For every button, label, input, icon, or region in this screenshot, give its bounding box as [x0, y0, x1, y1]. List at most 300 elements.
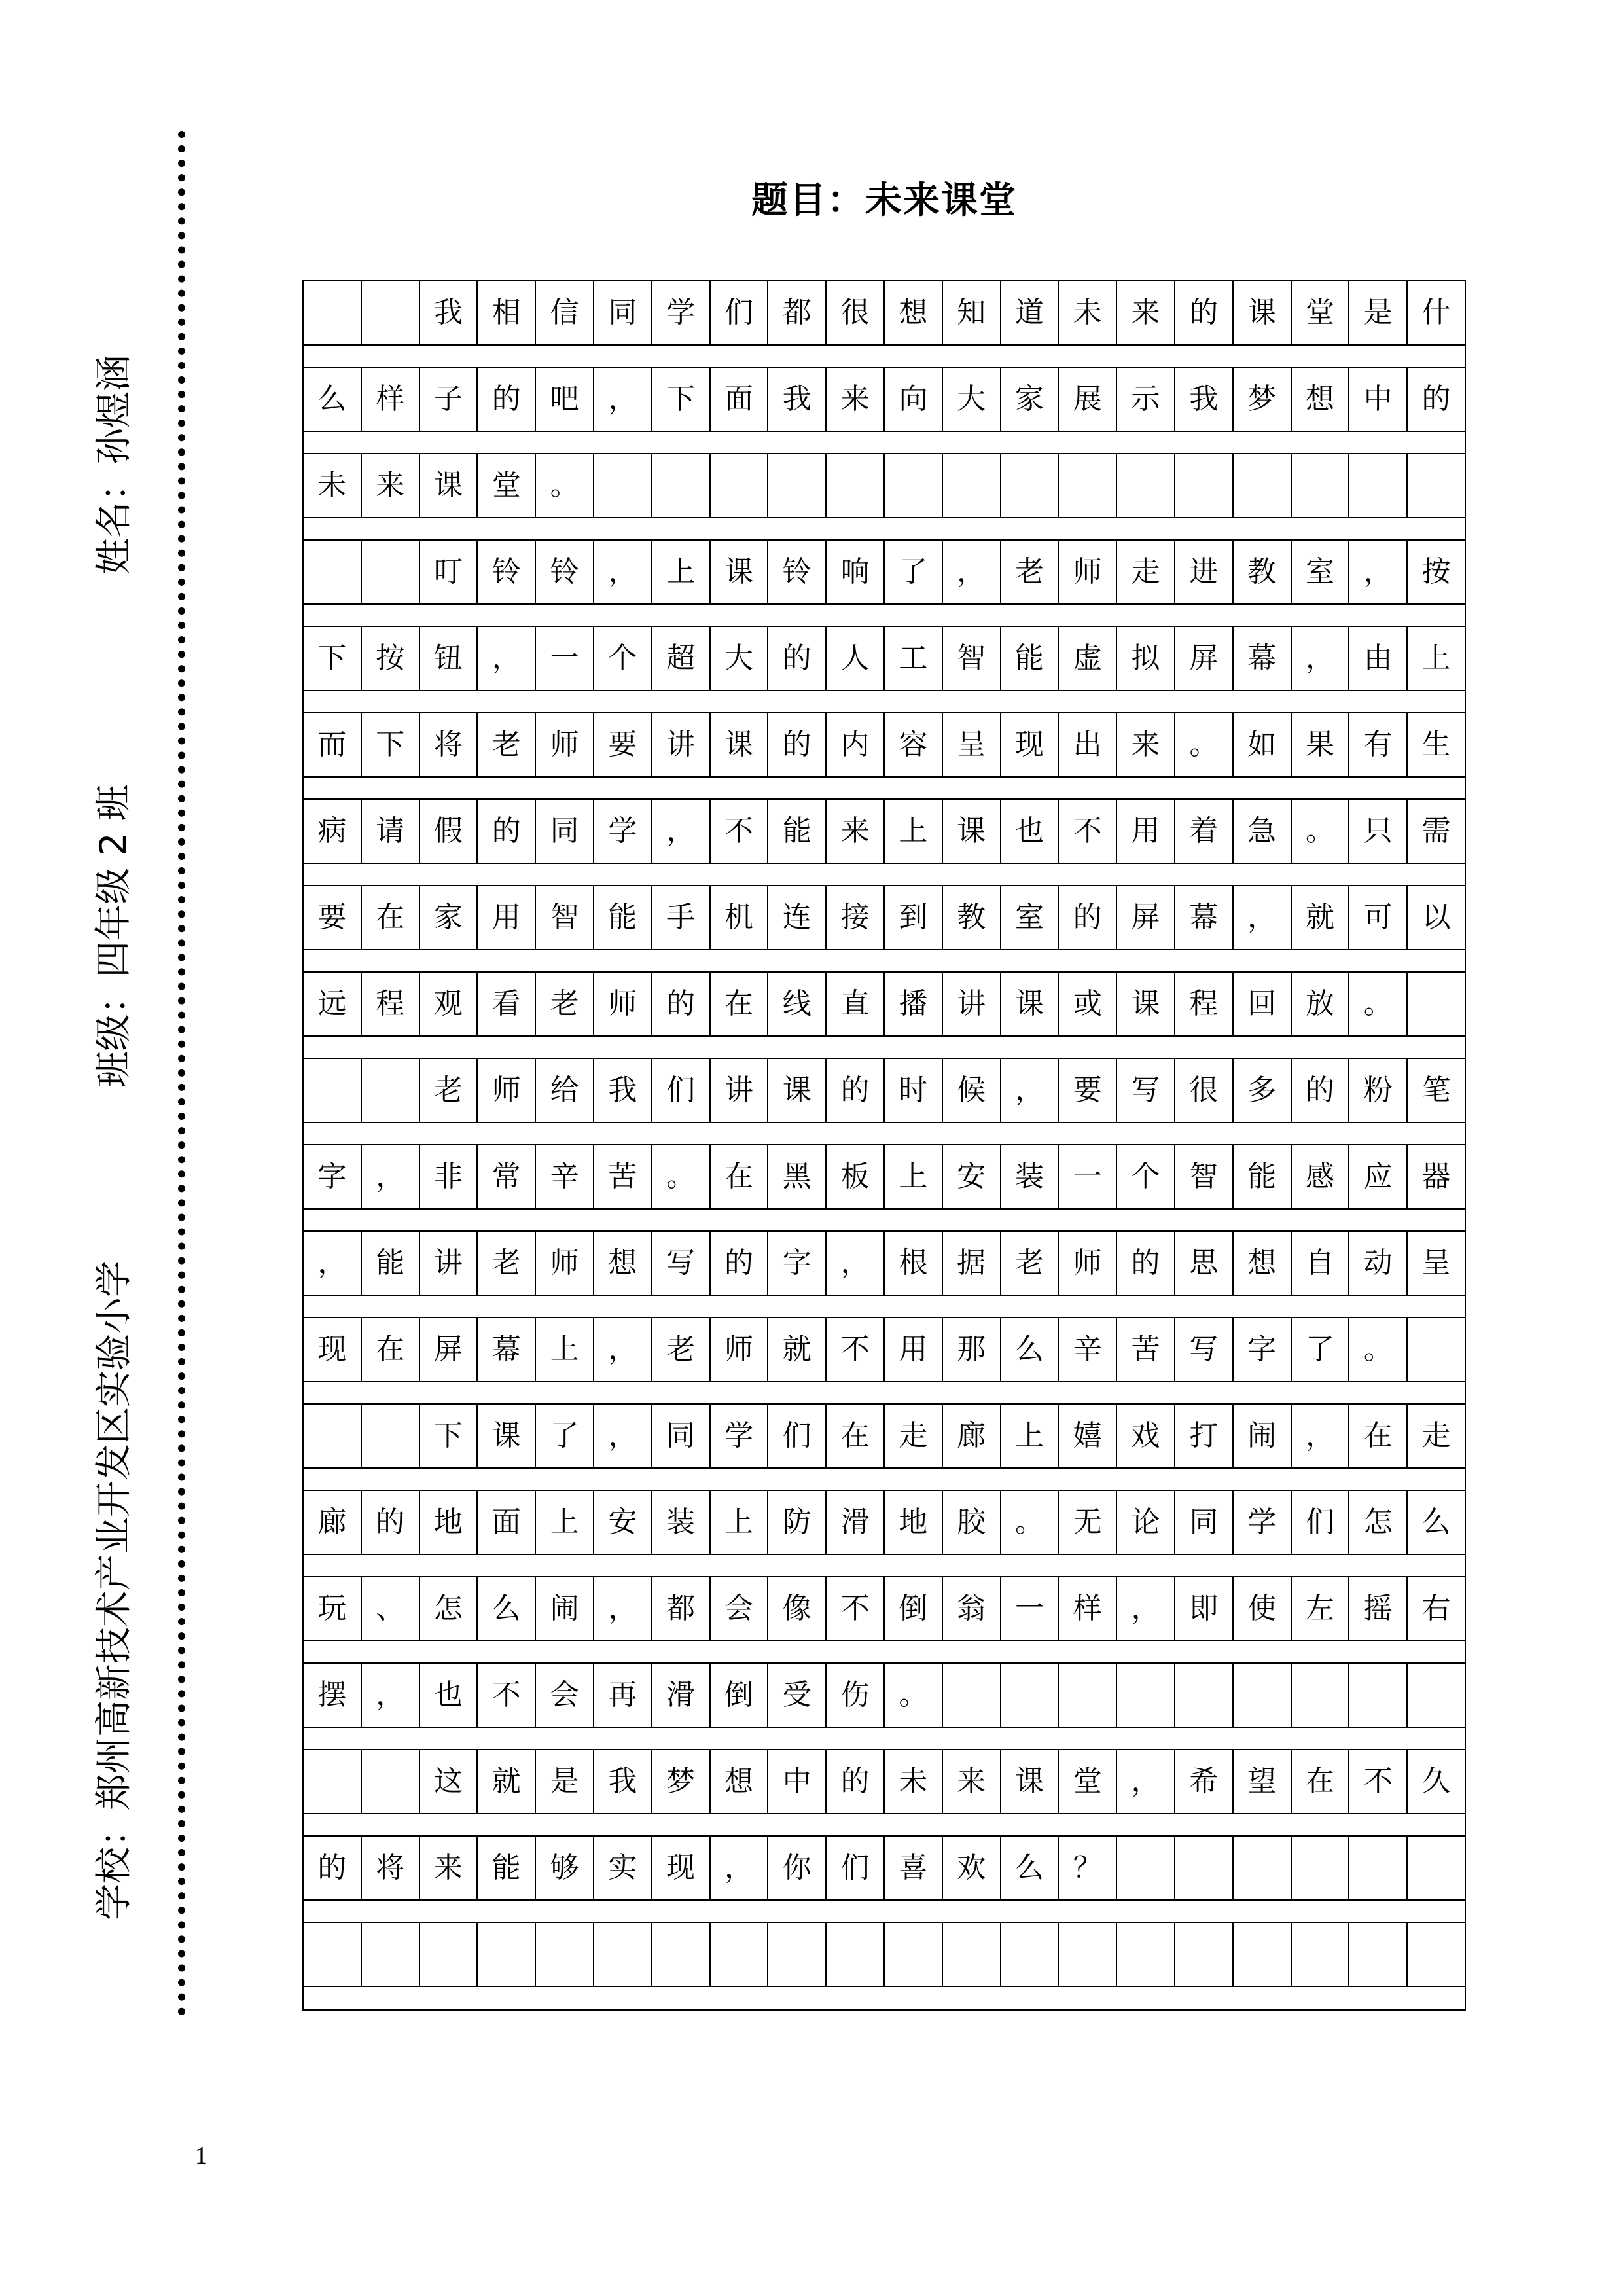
grid-cell	[1001, 1923, 1060, 1986]
grid-cell: 翁	[943, 1577, 1001, 1640]
grid-cell: 怎	[1349, 1491, 1408, 1554]
grid-cell	[420, 1923, 478, 1986]
grid-cell: 能	[594, 886, 652, 949]
grid-cell: ，	[362, 1664, 420, 1727]
grid-cell: 滑	[652, 1664, 711, 1727]
grid-cell: 同	[1175, 1491, 1234, 1554]
grid-cell: 智	[943, 627, 1001, 690]
grid-cell: 根	[885, 1232, 943, 1295]
grid-cell: 们	[768, 1405, 827, 1467]
grid-cell	[362, 1923, 420, 1986]
grid-cell: 堂	[478, 454, 536, 517]
grid-cell: 用	[1117, 800, 1175, 863]
grid-cell	[1175, 1923, 1234, 1986]
grid-cell: 非	[420, 1145, 478, 1208]
grid-cell: 进	[1175, 541, 1234, 603]
grid-row	[304, 1059, 1465, 1123]
row-spacer	[304, 778, 1465, 800]
grid-cell: 课	[1117, 973, 1175, 1035]
grid-cell: 示	[1117, 368, 1175, 431]
grid-cell: 人	[827, 627, 885, 690]
grid-cell: 展	[1059, 368, 1117, 431]
grid-row	[304, 368, 1465, 432]
grid-cell: 面	[478, 1491, 536, 1554]
grid-cell: ，	[827, 1232, 885, 1295]
row-spacer	[304, 1814, 1465, 1837]
grid-cell	[1234, 1837, 1292, 1899]
grid-cell: 的	[827, 1750, 885, 1813]
grid-cell: 个	[594, 627, 652, 690]
grid-cell: 思	[1175, 1232, 1234, 1295]
grid-cell: 的	[362, 1491, 420, 1554]
grid-cell: 廊	[943, 1405, 1001, 1467]
row-spacer	[304, 1987, 1465, 2009]
grid-cell	[943, 454, 1001, 517]
grid-cell: 。	[1175, 713, 1234, 776]
grid-cell: 。	[652, 1145, 711, 1208]
grid-cell	[1117, 454, 1175, 517]
grid-cell	[1175, 1664, 1234, 1727]
grid-cell: 的	[304, 1837, 362, 1899]
grid-cell: 在	[711, 1145, 769, 1208]
row-spacer	[304, 1210, 1465, 1232]
grid-cell: ，	[362, 1145, 420, 1208]
grid-cell: 会	[711, 1577, 769, 1640]
grid-cell: 虚	[1059, 627, 1117, 690]
row-spacer	[304, 1123, 1465, 1145]
grid-cell: 胶	[943, 1491, 1001, 1554]
grid-row	[304, 281, 1465, 346]
grid-cell: 下	[420, 1405, 478, 1467]
grid-cell: 现	[652, 1837, 711, 1899]
grid-cell: 论	[1117, 1491, 1175, 1554]
grid-row	[304, 713, 1465, 778]
grid-cell: 了	[1292, 1318, 1350, 1381]
grid-cell: 的	[711, 1232, 769, 1295]
grid-cell: 是	[1349, 281, 1408, 344]
grid-cell: 也	[1001, 800, 1060, 863]
grid-cell: 不	[1349, 1750, 1408, 1813]
grid-cell: ，	[1001, 1059, 1060, 1122]
grid-cell: ，	[304, 1232, 362, 1295]
grid-cell: 教	[1234, 541, 1292, 603]
grid-cell: 想	[1234, 1232, 1292, 1295]
grid-cell	[594, 1923, 652, 1986]
grid-cell	[711, 454, 769, 517]
grid-cell: 请	[362, 800, 420, 863]
grid-cell: 而	[304, 713, 362, 776]
grid-cell: 室	[1292, 541, 1350, 603]
grid-cell: 师	[536, 713, 594, 776]
grid-cell: 未	[885, 1750, 943, 1813]
grid-cell: 回	[1234, 973, 1292, 1035]
grid-cell	[304, 1405, 362, 1467]
grid-cell	[304, 1923, 362, 1986]
grid-cell: 使	[1234, 1577, 1292, 1640]
grid-cell: 廊	[304, 1491, 362, 1554]
grid-cell: ，	[594, 541, 652, 603]
grid-cell: 的	[827, 1059, 885, 1122]
row-spacer	[304, 691, 1465, 713]
sidebar	[65, 131, 170, 2029]
grid-cell: 防	[768, 1491, 827, 1554]
grid-cell: ，	[1234, 886, 1292, 949]
grid-cell: 的	[478, 368, 536, 431]
grid-cell: 的	[1059, 886, 1117, 949]
grid-cell: 老	[420, 1059, 478, 1122]
grid-cell: 来	[943, 1750, 1001, 1813]
grid-cell: 程	[362, 973, 420, 1035]
grid-cell: 屏	[420, 1318, 478, 1381]
grid-cell	[362, 1405, 420, 1467]
grid-cell: 要	[304, 886, 362, 949]
grid-cell: 安	[943, 1145, 1001, 1208]
grid-cell: 学	[711, 1405, 769, 1467]
grid-cell: 即	[1175, 1577, 1234, 1640]
grid-cell: 信	[536, 281, 594, 344]
grid-row	[304, 1318, 1465, 1382]
grid-cell	[1001, 454, 1060, 517]
grid-cell: 欢	[943, 1837, 1001, 1899]
grid-row	[304, 454, 1465, 518]
grid-cell	[594, 454, 652, 517]
grid-cell: 大	[711, 627, 769, 690]
row-spacer	[304, 1555, 1465, 1577]
grid-cell: 倒	[711, 1664, 769, 1727]
grid-cell: 不	[1059, 800, 1117, 863]
grid-cell: 按	[1421, 555, 1451, 588]
grid-cell: 我	[594, 1750, 652, 1813]
grid-cell: 叮	[420, 541, 478, 603]
grid-cell	[1234, 454, 1292, 517]
grid-cell: 梦	[1234, 368, 1292, 431]
grid-cell: 智	[1175, 1145, 1234, 1208]
grid-cell: 铃	[768, 541, 827, 603]
grid-cell: 上	[536, 1491, 594, 1554]
grid-cell: 播	[885, 973, 943, 1035]
grid-cell: 们	[711, 281, 769, 344]
grid-cell: 的	[1175, 281, 1234, 344]
grid-cell: 玩	[304, 1577, 362, 1640]
grid-cell: 钮	[420, 627, 478, 690]
grid-cell: 苦	[1117, 1318, 1175, 1381]
grid-row	[304, 1664, 1465, 1728]
grid-cell: 黑	[768, 1145, 827, 1208]
grid-cell: 的	[1292, 1059, 1350, 1122]
grid-cell: 家	[1001, 368, 1060, 431]
grid-cell: 中	[768, 1750, 827, 1813]
grid-cell	[536, 1923, 594, 1986]
grid-cell	[1059, 454, 1117, 517]
grid-cell: 幕	[1175, 886, 1234, 949]
grid-cell	[1234, 1664, 1292, 1727]
grid-cell	[1408, 1923, 1465, 1986]
grid-cell	[1292, 1923, 1350, 1986]
grid-cell: 是	[536, 1750, 594, 1813]
grid-cell: 连	[768, 886, 827, 949]
grid-cell: 老	[478, 713, 536, 776]
grid-row	[304, 541, 1465, 605]
grid-cell: 堂	[1059, 1750, 1117, 1813]
grid-cell: 师	[1059, 1232, 1117, 1295]
grid-cell	[362, 1059, 420, 1122]
grid-cell: 像	[768, 1577, 827, 1640]
grid-row	[304, 1491, 1465, 1555]
grid-cell: 不	[711, 800, 769, 863]
grid-cell: 讲	[943, 973, 1001, 1035]
grid-cell: 无	[1059, 1491, 1117, 1554]
grid-cell: 们	[1292, 1491, 1350, 1554]
grid-cell	[478, 1923, 536, 1986]
grid-cell: 候	[943, 1059, 1001, 1122]
grid-cell: 能	[362, 1232, 420, 1295]
grid-cell: 急	[1234, 800, 1292, 863]
grid-cell: 来	[827, 800, 885, 863]
grid-cell: 知	[943, 281, 1001, 344]
grid-cell: 能	[768, 800, 827, 863]
grid-cell: 上	[652, 541, 711, 603]
grid-cell: 样	[362, 368, 420, 431]
grid-cell: 如	[1234, 713, 1292, 776]
essay-title: 题目：未来课堂	[751, 179, 1017, 222]
grid-cell: 会	[536, 1664, 594, 1727]
row-spacer	[304, 1382, 1465, 1405]
grid-cell: 假	[420, 800, 478, 863]
grid-cell: 的	[1117, 1232, 1175, 1295]
grid-cell: 课	[768, 1059, 827, 1122]
cut-line	[178, 131, 185, 2016]
grid-cell: 很	[1175, 1059, 1234, 1122]
grid-cell: 不	[478, 1664, 536, 1727]
grid-cell: 笔	[1421, 1073, 1451, 1107]
grid-cell	[1408, 454, 1465, 517]
grid-cell: 了	[536, 1405, 594, 1467]
grid-cell: 学	[594, 800, 652, 863]
grid-cell: 也	[420, 1664, 478, 1727]
grid-cell: 倒	[885, 1577, 943, 1640]
grid-cell: 想	[885, 281, 943, 344]
grid-cell: 辛	[536, 1145, 594, 1208]
grid-cell: 很	[827, 281, 885, 344]
grid-cell: 板	[827, 1145, 885, 1208]
grid-cell: 师	[1059, 541, 1117, 603]
grid-cell	[1349, 454, 1408, 517]
grid-cell: 安	[594, 1491, 652, 1554]
grid-cell: 以	[1421, 901, 1451, 934]
grid-cell: 戏	[1117, 1405, 1175, 1467]
grid-cell: 写	[1117, 1059, 1175, 1122]
grid-cell: 观	[420, 973, 478, 1035]
grid-cell: 师	[478, 1059, 536, 1122]
grid-cell: 家	[420, 886, 478, 949]
grid-cell: 的	[768, 627, 827, 690]
grid-cell: 线	[768, 973, 827, 1035]
grid-cell	[304, 1750, 362, 1813]
grid-cell: 器	[1421, 1160, 1451, 1193]
grid-cell: 自	[1292, 1232, 1350, 1295]
grid-cell: 常	[478, 1145, 536, 1208]
grid-cell	[827, 454, 885, 517]
grid-cell: 讲	[420, 1232, 478, 1295]
grid-cell: ，	[1117, 1577, 1175, 1640]
grid-cell: 只	[1349, 800, 1408, 863]
grid-cell: 。	[1349, 973, 1408, 1035]
grid-cell: ，	[943, 541, 1001, 603]
grid-cell: 。	[536, 454, 594, 517]
grid-row	[304, 1577, 1465, 1641]
grid-cell: 那	[943, 1318, 1001, 1381]
grid-cell: 希	[1175, 1750, 1234, 1813]
grid-cell: 你	[768, 1837, 827, 1899]
grid-cell	[362, 1750, 420, 1813]
grid-cell: 课	[1234, 281, 1292, 344]
row-spacer	[304, 1296, 1465, 1318]
grid-cell	[1059, 1664, 1117, 1727]
grid-cell: 。	[885, 1664, 943, 1727]
grid-cell: 由	[1349, 627, 1408, 690]
grid-cell: 在	[362, 1318, 420, 1381]
page-number: 1	[195, 2142, 207, 2170]
grid-cell: 同	[536, 800, 594, 863]
grid-cell: 吧	[536, 368, 594, 431]
grid-cell: 就	[478, 1750, 536, 1813]
grid-cell: 嬉	[1059, 1405, 1117, 1467]
grid-cell: 上	[885, 800, 943, 863]
grid-cell	[827, 1923, 885, 1986]
row-spacer	[304, 1728, 1465, 1750]
row-spacer	[304, 1901, 1465, 1923]
grid-cell: 就	[768, 1318, 827, 1381]
grid-cell: 下	[304, 627, 362, 690]
grid-cell: 写	[1175, 1318, 1234, 1381]
row-spacer	[304, 432, 1465, 454]
grid-cell: 们	[652, 1059, 711, 1122]
grid-row	[304, 1145, 1465, 1210]
grid-cell: 望	[1234, 1750, 1292, 1813]
writing-grid	[302, 280, 1466, 2011]
class-label: 班级：四年级 2 班	[93, 784, 136, 1088]
grid-cell: 要	[1059, 1059, 1117, 1122]
grid-cell: 滑	[827, 1491, 885, 1554]
grid-cell: 生	[1421, 728, 1451, 761]
grid-cell: 出	[1059, 713, 1117, 776]
grid-cell: 装	[652, 1491, 711, 1554]
grid-row	[304, 1837, 1465, 1901]
grid-cell	[1408, 1837, 1465, 1899]
grid-cell: 将	[420, 713, 478, 776]
grid-row	[304, 1405, 1465, 1469]
grid-cell: 向	[885, 368, 943, 431]
grid-row	[304, 1232, 1465, 1296]
grid-cell: ，	[711, 1837, 769, 1899]
grid-cell	[652, 1923, 711, 1986]
grid-cell: 铃	[536, 541, 594, 603]
grid-cell: 摆	[304, 1664, 362, 1727]
grid-cell: 远	[304, 973, 362, 1035]
grid-cell: 师	[594, 973, 652, 1035]
grid-cell: 动	[1349, 1232, 1408, 1295]
row-spacer	[304, 346, 1465, 368]
grid-cell: 将	[362, 1837, 420, 1899]
grid-cell: 老	[1001, 1232, 1060, 1295]
grid-cell: 摇	[1349, 1577, 1408, 1640]
grid-cell: 可	[1349, 886, 1408, 949]
row-spacer	[304, 950, 1465, 973]
grid-cell: 想	[594, 1232, 652, 1295]
grid-cell: 就	[1292, 886, 1350, 949]
grid-cell: 在	[711, 973, 769, 1035]
grid-cell: 或	[1059, 973, 1117, 1035]
grid-cell: 上	[1421, 641, 1451, 675]
grid-cell: 都	[768, 281, 827, 344]
grid-row	[304, 886, 1465, 950]
grid-cell: 么	[304, 368, 362, 431]
grid-cell: 呈	[1421, 1246, 1451, 1280]
grid-row	[304, 1923, 1465, 1987]
grid-cell: ，	[478, 627, 536, 690]
grid-cell	[943, 1664, 1001, 1727]
grid-cell: 道	[1001, 281, 1060, 344]
grid-cell: 课	[1001, 1750, 1060, 1813]
grid-cell: 未	[304, 454, 362, 517]
grid-cell: 老	[652, 1318, 711, 1381]
grid-cell	[885, 1923, 943, 1986]
grid-cell: 师	[711, 1318, 769, 1381]
grid-cell: 拟	[1117, 627, 1175, 690]
grid-cell: 么	[478, 1577, 536, 1640]
grid-cell: 来	[1117, 713, 1175, 776]
grid-cell: 一	[1059, 1145, 1117, 1208]
grid-cell: 走	[1421, 1419, 1451, 1452]
grid-cell: 呈	[943, 713, 1001, 776]
grid-cell: 用	[885, 1318, 943, 1381]
grid-cell	[885, 454, 943, 517]
grid-cell: 课	[1001, 973, 1060, 1035]
grid-cell	[1349, 1923, 1408, 1986]
grid-cell: 现	[1001, 713, 1060, 776]
row-spacer	[304, 518, 1465, 541]
grid-cell: 机	[711, 886, 769, 949]
grid-cell	[1117, 1664, 1175, 1727]
grid-cell: 来	[420, 1837, 478, 1899]
grid-cell: 给	[536, 1059, 594, 1122]
grid-cell: 用	[478, 886, 536, 949]
grid-cell: 教	[943, 886, 1001, 949]
grid-cell: 有	[1349, 713, 1408, 776]
grid-cell: 同	[594, 281, 652, 344]
grid-cell	[304, 541, 362, 603]
grid-cell	[1234, 1923, 1292, 1986]
grid-cell: 病	[304, 800, 362, 863]
row-spacer	[304, 864, 1465, 886]
grid-cell: 在	[1292, 1750, 1350, 1813]
grid-cell: 面	[711, 368, 769, 431]
grid-cell: ，	[652, 800, 711, 863]
grid-cell: 受	[768, 1664, 827, 1727]
grid-cell: 来	[827, 368, 885, 431]
grid-cell: 要	[594, 713, 652, 776]
grid-cell: 这	[420, 1750, 478, 1813]
row-spacer	[304, 1037, 1465, 1059]
grid-cell: 不	[827, 1577, 885, 1640]
grid-cell: 程	[1175, 973, 1234, 1035]
grid-cell: 学	[1234, 1491, 1292, 1554]
grid-cell: 地	[420, 1491, 478, 1554]
grid-cell: 下	[362, 713, 420, 776]
grid-cell: 右	[1421, 1592, 1451, 1625]
grid-cell: 超	[652, 627, 711, 690]
grid-cell: ，	[594, 1405, 652, 1467]
